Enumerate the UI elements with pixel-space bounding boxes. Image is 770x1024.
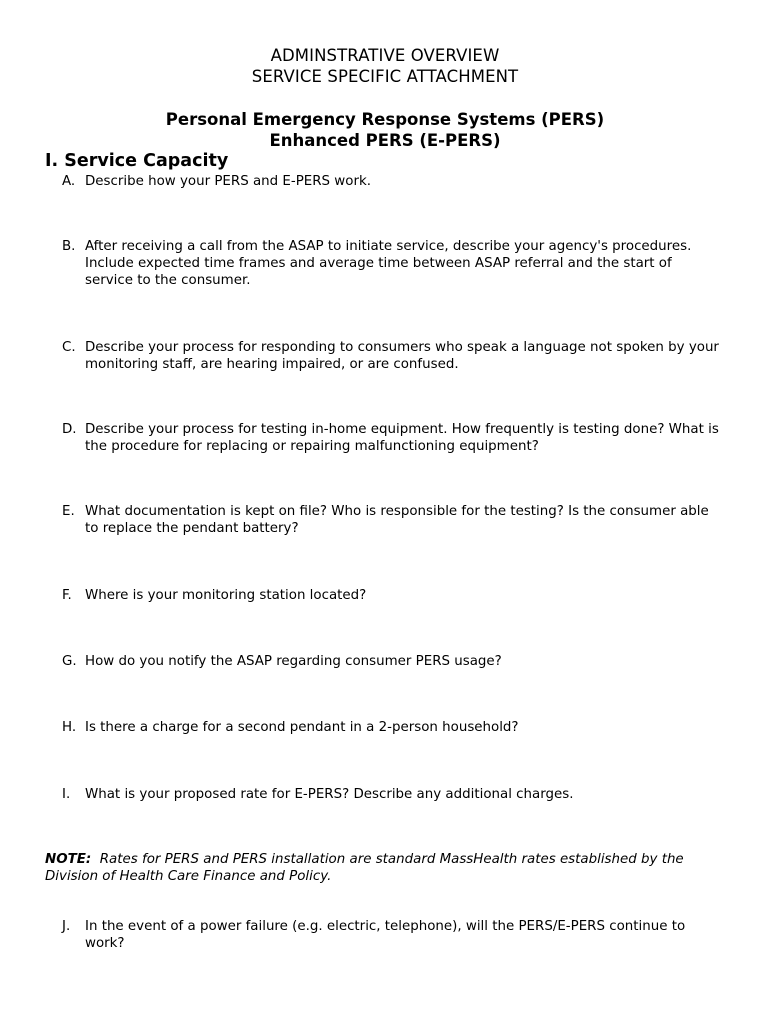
header-line-1: ADMINSTRATIVE OVERVIEW	[270, 46, 500, 65]
document-subtitle: Enhanced PERS (E-PERS)	[269, 131, 501, 150]
header-line-2: SERVICE SPECIFIC ATTACHMENT	[251, 67, 519, 86]
question-item-b	[62, 238, 722, 289]
question-item-g	[62, 653, 722, 670]
rates-note	[45, 851, 725, 885]
question-letter: D.	[62, 422, 77, 437]
question-item-a	[62, 173, 722, 190]
question-letter: I.	[62, 787, 71, 802]
question-text: Describe how your PERS and E-PERS work.	[85, 174, 371, 189]
question-letter: E.	[62, 504, 75, 519]
question-letter: F.	[62, 588, 72, 603]
question-item-j	[62, 918, 722, 952]
note-label: NOTE:	[45, 852, 92, 867]
question-text: Describe your process for responding to consumers who speak a language not spoken by your monitoring staff, are hearing impaired, or are confused.	[85, 340, 719, 372]
question-letter: J.	[62, 919, 71, 934]
question-text: In the event of a power failure (e.g. electric, telephone), will the PERS/E-PERS continue to work?	[85, 919, 686, 951]
question-text: After receiving a call from the ASAP to initiate service, describe your agency's procedures. Include expected time frames and average time between ASAP referral and the start of service to the consumer.	[85, 239, 692, 288]
question-text: How do you notify the ASAP regarding consumer PERS usage?	[85, 654, 502, 669]
question-item-d	[62, 421, 722, 455]
question-item-e	[62, 503, 722, 537]
question-text: Describe your process for testing in-home equipment. How frequently is testing done? What is the procedure for replacing or repairing malfunctioning equipment?	[85, 422, 719, 454]
question-item-f	[62, 587, 722, 604]
question-item-h	[62, 719, 722, 736]
question-letter: B.	[62, 239, 76, 254]
question-letter: G.	[62, 654, 77, 669]
section-heading: I. Service Capacity	[45, 151, 229, 171]
question-item-c	[62, 339, 722, 373]
question-text: What is your proposed rate for E-PERS? Describe any additional charges.	[85, 787, 574, 802]
note-text: Rates for PERS and PERS installation are standard MassHealth rates established by the Division of Health Care Finance and Policy.	[45, 852, 684, 884]
question-letter: C.	[62, 340, 76, 355]
question-item-i	[62, 786, 722, 803]
document-title: Personal Emergency Response Systems (PERS)	[165, 110, 605, 129]
question-text: Where is your monitoring station located?	[85, 588, 367, 603]
question-text: Is there a charge for a second pendant in a 2-person household?	[85, 720, 519, 735]
question-text: What documentation is kept on file? Who is responsible for the testing? Is the consumer able to replace the pendant battery?	[85, 504, 709, 536]
question-letter: A.	[62, 174, 76, 189]
question-letter: H.	[62, 720, 77, 735]
